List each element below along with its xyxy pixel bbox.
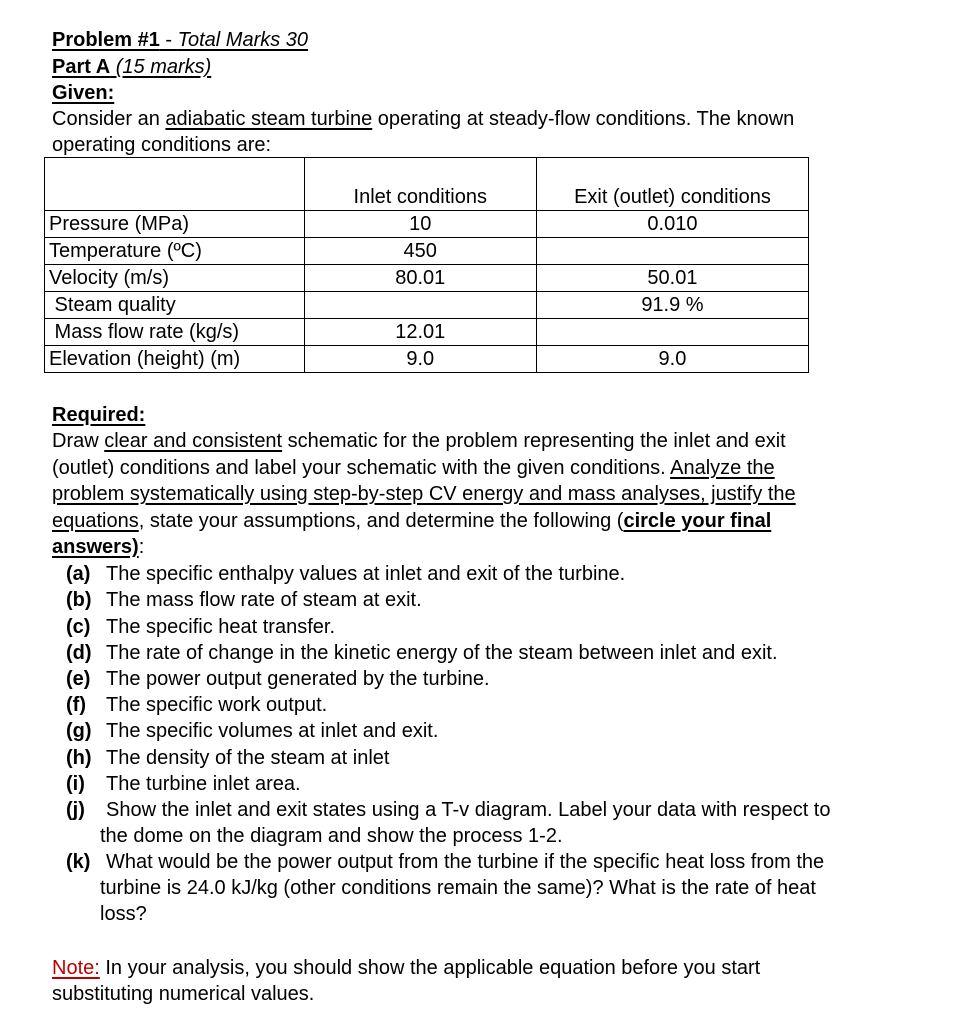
question-text: What would be the power output from the turbine if the specific heat loss from the [106,851,825,873]
operating-conditions-table [44,157,809,373]
required-label: Required: [52,404,146,426]
question-item [66,771,301,797]
row-label: Mass flow rate (kg/s) [45,319,305,346]
question-label: (h) [66,747,92,769]
row-label: Pressure (MPa) [45,211,305,238]
row-label: Steam quality [45,292,305,319]
row-label: Temperature (ºC) [45,238,305,265]
question-item [66,561,625,587]
inlet-value: 12.01 [304,319,536,346]
table-header-exit: Exit (outlet) conditions [536,158,808,211]
exit-value: 91.9 % [536,292,808,319]
question-label: (b) [66,589,92,611]
given-heading [52,80,114,106]
table-row [45,238,809,265]
question-text: The power output generated by the turbine. [106,668,490,690]
note-label: Note: [52,957,100,979]
question-item [66,849,824,875]
required-emphasis: Analyze the [670,457,775,479]
question-text: The specific heat transfer. [106,616,336,638]
note-line-2 [52,981,314,1007]
question-continuation: the dome on the diagram and show the process 1-2. [100,825,563,847]
question-label: (i) [66,773,85,795]
part-label: Part A [52,56,111,78]
required-line-3 [52,481,796,507]
question-item [66,797,830,823]
inlet-value: 9.0 [304,346,536,373]
exit-value: 9.0 [536,346,808,373]
row-label: Velocity (m/s) [45,265,305,292]
required-text: schematic for the problem representing the inlet and exit [282,430,786,452]
required-line-4 [52,508,771,534]
question-text: The turbine inlet area. [106,773,301,795]
table-row [45,292,809,319]
question-label: (g) [66,720,92,742]
question-text: The specific volumes at inlet and exit. [106,720,439,742]
inlet-value: 10 [304,211,536,238]
required-text: Draw [52,430,105,452]
question-continuation: turbine is 24.0 kJ/kg (other conditions remain the same)? What is the rate of heat [100,877,816,899]
required-heading [52,402,145,428]
required-line-5 [52,534,144,560]
exit-value: 0.010 [536,211,808,238]
note-line-1 [52,955,760,981]
intro-text: Consider an [52,108,166,130]
required-line-1 [52,428,786,454]
table-header-blank [45,158,305,211]
question-item [66,640,778,666]
inlet-value: 450 [304,238,536,265]
question-text: The specific work output. [106,694,328,716]
table-header-row [45,158,809,211]
circle-final-answers: circle your final [623,510,772,532]
question-item [66,666,490,692]
question-text: Show the inlet and exit states using a T-v diagram. Label your data with respect to [106,799,831,821]
given-label: Given: [52,82,115,104]
adiabatic-steam-turbine-term: adiabatic steam turbine [165,108,373,130]
question-label: (f) [66,694,86,716]
question-item [66,614,335,640]
intro-line-1 [52,106,794,132]
part-marks: (15 marks) [110,56,212,78]
table-row [45,346,809,373]
table-row [45,265,809,292]
exit-value [536,319,808,346]
part-heading [52,54,211,80]
problem-label: Problem #1 [52,29,160,51]
question-text: The density of the steam at inlet [106,747,390,769]
table-row [45,211,809,238]
required-line-2 [52,455,775,481]
question-continuation: loss? [100,903,147,925]
question-text: The specific enthalpy values at inlet and exit of the turbine. [106,563,626,585]
question-label: (j) [66,799,85,821]
problem-separator: - [159,29,178,51]
table-row [45,319,809,346]
required-text: : [138,536,145,558]
required-text: (outlet) conditions and label your schematic with the given conditions. [52,457,671,479]
intro-text: operating conditions are: [52,134,272,156]
question-item [66,692,327,718]
total-marks: Total Marks 30 [177,29,309,51]
problem-heading [52,27,308,53]
inlet-value [304,292,536,319]
question-label: (k) [66,851,91,873]
exit-value: 50.01 [536,265,808,292]
question-item [66,587,422,613]
question-label: (a) [66,563,91,585]
circle-final-answers: answers) [52,536,139,558]
intro-line-2 [52,132,271,158]
required-text: , state your assumptions, and determine the following ( [138,510,624,532]
required-emphasis: equations [52,510,139,532]
exit-value [536,238,808,265]
note-text: In your analysis, you should show the applicable equation before you start [99,957,761,979]
intro-text: operating at steady-flow conditions. The known [372,108,795,130]
required-emphasis: clear and consistent [104,430,283,452]
note-text: substituting numerical values. [52,983,315,1005]
question-text: The mass flow rate of steam at exit. [106,589,422,611]
question-label: (d) [66,642,92,664]
required-emphasis: problem systematically using step-by-step CV energy and mass analyses, justify the [52,483,796,505]
question-text: The rate of change in the kinetic energy of the steam between inlet and exit. [106,642,778,664]
table-header-inlet: Inlet conditions [304,158,536,211]
row-label: Elevation (height) (m) [45,346,305,373]
question-label: (e) [66,668,91,690]
question-item [66,745,390,771]
inlet-value: 80.01 [304,265,536,292]
question-label: (c) [66,616,91,638]
question-item [66,718,438,744]
